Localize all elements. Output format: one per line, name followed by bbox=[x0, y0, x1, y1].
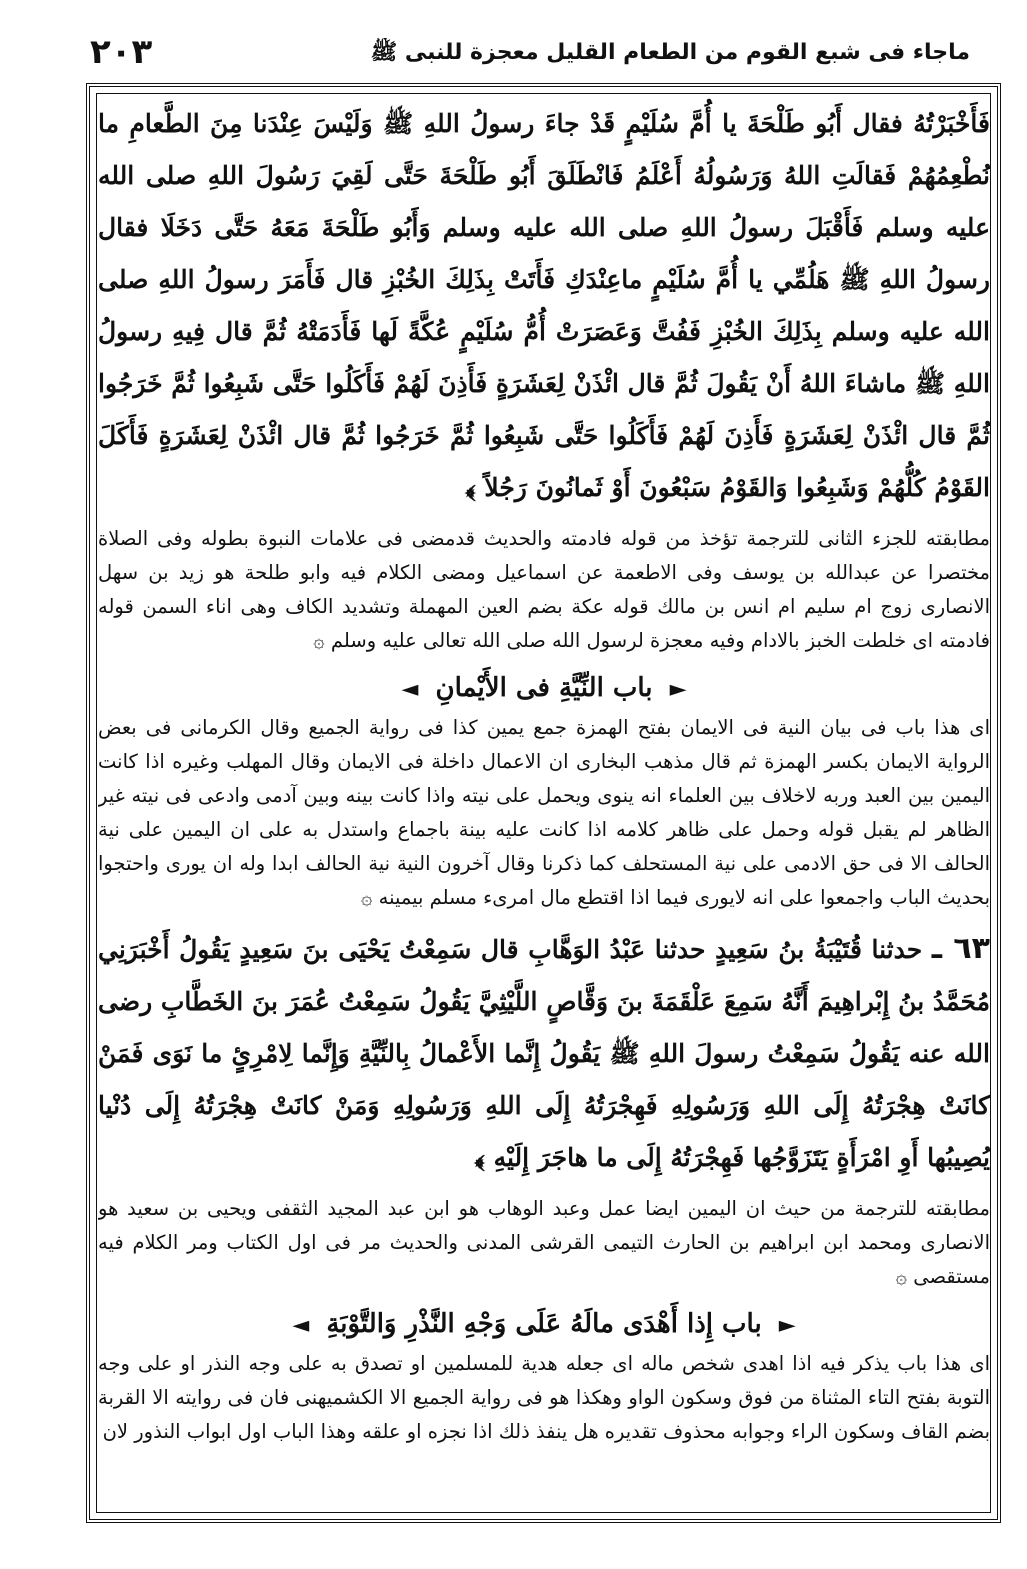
ornament-icon: ◄ bbox=[401, 676, 419, 702]
running-title: ماجاء فی شبع القوم من الطعام القلیل معجزة للنبی ﷺ bbox=[370, 40, 970, 65]
hadith-number: ٦٣ ـ bbox=[931, 931, 990, 966]
hadith-text: فَأَخْبَرْتُهُ فقال أَبُو طَلْحَةَ يا أُمَّ سُلَيْمٍ قَدْ جاءَ رسولُ اللهِ ﷺ وَلَيْسَ عِنْدَنا مِنَ الطَّعامِ ما نُطْعِمُهُمْ فَقالَتِ اللهُ وَرَسُولُهُ أَعْلَمُ فَانْطَلَقَ أَبُو طَلْحَةَ حَتَّى لَقِيَ رَسُولَ اللهِ صلى الله عليه وسلم فَأَقْبَلَ رسولُ اللهِ صلى الله عليه وسلم وَأَبُو طَلْحَةَ مَعَهُ حَتَّى دَخَلَا فقال رسولُ اللهِ ﷺ هَلُمِّي يا أُمَّ سُلَيْمٍ ماعِنْدَكِ فَأَتَتْ بِذَلِكَ الخُبْزِ قال فَأَمَرَ رسولُ اللهِ صلى الله عليه وسلم بِذَلِكَ الخُبْزِ فَفُتَّ وَعَصَرَتْ أُمُّ سُلَيْمٍ عُكَّةً لَها فَأَدَمَتْهُ ثُمَّ قال فِيهِ رسولُ اللهِ ﷺ ماشاءَ اللهُ أَنْ يَقُولَ ثُمَّ قال ائْذَنْ لِعَشَرَةٍ فَأَذِنَ لَهُمْ فَأَكَلُوا حَتَّى شَبِعُوا ثُمَّ خَرَجُوا ثُمَّ قال ائْذَنْ لِعَشَرَةٍ فَأَذِنَ لَهُمْ فَأَكَلُوا حَتَّى شَبِعُوا ثُمَّ خَرَجُوا ثُمَّ قال ائْذَنْ لِعَشَرَةٍ فَأَكَلَ القَوْمُ كُلُّهُمْ وَشَبِعُوا وَالقَوْمُ سَبْعُونَ أَوْ ثَمانُونَ رَجُلاً ﴾ bbox=[98, 109, 990, 502]
commentary-paragraph: مطابقته للجزء الثانی للترجمة تؤخذ من قوله فادمته والحديث قدمضى فى علامات النبوة بطوله وفى الصلاة مختصرا عن عبدالله بن يوسف وفى الاطعمة عن اسماعيل ومضى الكلام فيه وابو طلحة هو زيد بن سهل الانصارى زوج ام سليم ام انس بن مالك قوله عكة بضم العين المهملة وتشديد الكاف وهى اناء السمن قوله فادمته اى خلطت الخبز بالادام وفيه معجزة لرسول الله صلى الله تعالى عليه وسلم ۞ bbox=[98, 527, 990, 652]
chapter-title: باب النِّيَّةِ فى الأَيْمانِ bbox=[435, 673, 653, 703]
commentary-paragraph: مطابقته للترجمة من حيث ان اليمين ايضا عمل وعبد الوهاب هو ابن عبد المجيد الثقفى ويحيى بن سعيد هو الانصارى ومحمد ابن ابراهيم بن الحارث التيمى القرشى المدنى والحديث مر فى اول الكتاب ومر الكلام فيه مستقصى ۞ bbox=[98, 1197, 990, 1288]
chapter-heading bbox=[98, 666, 990, 711]
page-header bbox=[70, 28, 970, 76]
hadith-text bbox=[98, 923, 990, 1184]
ornament-icon: ► bbox=[669, 676, 687, 702]
ornament-icon: ◄ bbox=[292, 1312, 310, 1338]
commentary-paragraph: اى هذا باب فى بيان النية فى الايمان بفتح الهمزة جمع يمين كذا فى رواية الجميع وقال الكرمانى فى بعض الرواية الايمان بكسر الهمزة ثم قال مذهب البخارى ان الاعمال داخلة فى الايمان وقال المهلب وغيره اذا كانت اليمين بين العبد وربه لاخلاف بين العلماء انه ينوى ويحمل على نيته واذا كانت بينه وبين آدمى وادعى فى نيته غير الظاهر لم يقبل قوله وحمل على ظاهر كلامه اذا كانت عليه بينة باجماع واستدل به على ان اليمين على نية الحالف الا فى حق الادمى على نية المستحلف كما ذكرنا وقال آخرون النية نية الحالف ابدا وله ان يورى واحتجوا بحديث الباب واجمعوا على انه لايورى فيما اذا اقتطع مال امرىء مسلم بيمينه ۞ bbox=[98, 716, 990, 909]
page-number: ٢٠٣ bbox=[90, 32, 153, 72]
chapter-title: باب إِذا أَهْدَى مالَهُ عَلَى وَجْهِ النَّذْرِ وَالتَّوْبَةِ bbox=[326, 1309, 762, 1339]
commentary-paragraph: اى هذا باب يذكر فيه اذا اهدى شخص ماله اى جعله هدية للمسلمين او تصدق به على وجه النذر او على وجه التوبة بفتح التاء المثناة من فوق وسكون الواو وهكذا هو فى رواية الجميع الا الكشميهنى فان فى روايته الا القربة بضم القاف وسكون الراء وجوابه محذوف تقديره هل ينفذ ذلك اذا نجزه او علقه وهذا الباب اول ابواب النذور لان bbox=[98, 1352, 990, 1443]
page-content bbox=[98, 98, 990, 1508]
hadith-body: حدثنا قُتَيْبَةُ بنُ سَعِيدٍ حدثنا عَبْدُ الوَهَّابِ قال سَمِعْتُ يَحْيَى بنَ سَعِيدٍ يَقُولُ أَخْبَرَنِي مُحَمَّدُ بنُ إِبْراهِيمَ أَنَّهُ سَمِعَ عَلْقَمَةَ بنَ وَقَّاصٍ اللَّيْثِيَّ يَقُولُ سَمِعْتُ عُمَرَ بنَ الخَطَّابِ رضى الله عنه يَقُولُ سَمِعْتُ رسولَ اللهِ ﷺ يَقُولُ إِنَّما الأَعْمالُ بِالنِّيَّةِ وَإِنَّما لِامْرِئٍ ما نَوَى فَمَنْ كانَتْ هِجْرَتُهُ إِلَى اللهِ وَرَسُولِهِ فَهِجْرَتُهُ إِلَى اللهِ وَرَسُولِهِ وَمَنْ كانَتْ هِجْرَتُهُ إِلَى دُنْيا يُصِيبُها أَوِ امْرَأَةٍ يَتَزَوَّجُها فَهِجْرَتُهُ إِلَى ما هاجَرَ إِلَيْهِ ﴾ bbox=[98, 935, 990, 1172]
chapter-heading bbox=[98, 1302, 990, 1347]
ornament-icon: ► bbox=[778, 1312, 796, 1338]
